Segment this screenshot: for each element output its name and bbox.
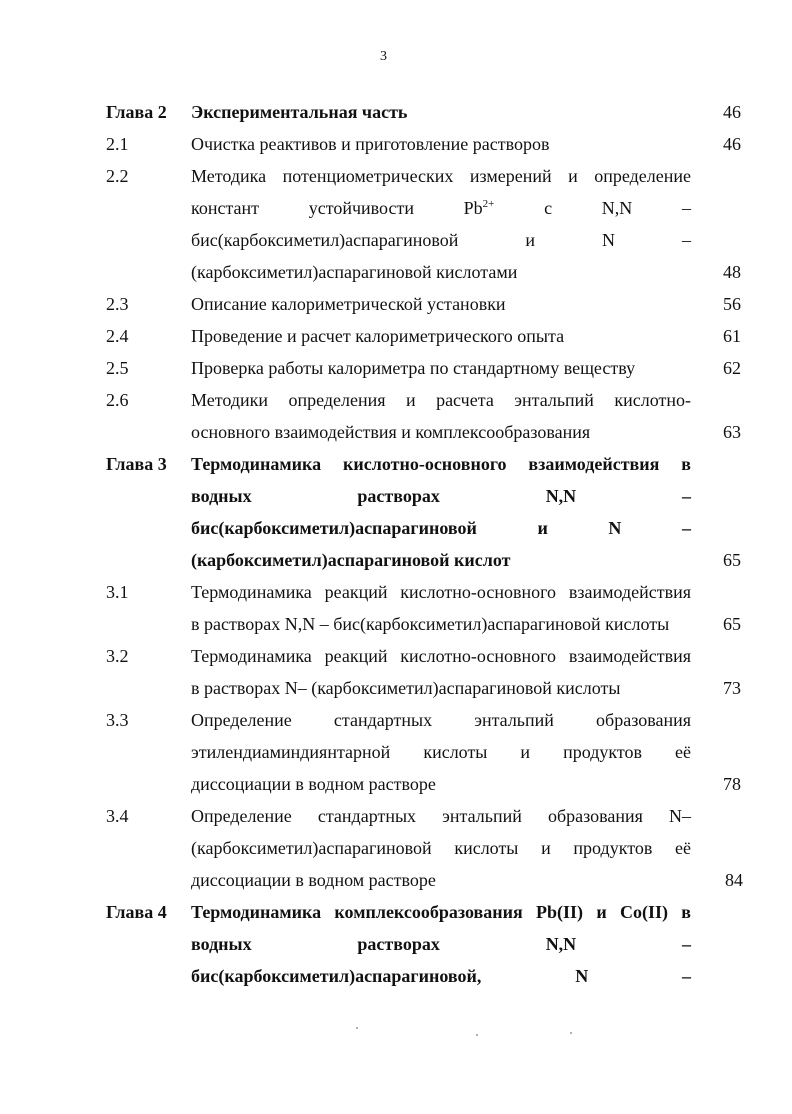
toc-page-number: 65 <box>723 614 741 634</box>
toc-title-line: Термодинамика комплексообразования Pb(II) и Co(II) в <box>191 902 691 922</box>
toc-title <box>191 96 691 128</box>
formula-pb <box>464 192 495 224</box>
section-number: 2.5 <box>106 358 129 378</box>
toc-title <box>191 288 691 320</box>
title-word: – <box>681 198 691 218</box>
toc-page-number: 56 <box>723 294 741 314</box>
section-number: 2.4 <box>106 326 129 346</box>
toc-title-line <box>191 480 691 512</box>
section-number: 2.1 <box>106 134 129 154</box>
section-number: 3.1 <box>106 582 129 602</box>
title-word: N,N <box>545 486 577 506</box>
title-word: – <box>682 486 691 506</box>
toc-page-number: 65 <box>723 550 741 570</box>
title-word: – <box>682 966 691 986</box>
toc-title-line: Методика потенциометрических измерений и определение <box>191 166 691 186</box>
toc-title-line: в растворах N,N – бис(карбоксиметил)аспарагиновой кислоты <box>191 614 670 634</box>
section-number: 2.6 <box>106 390 129 410</box>
page-number: 3 <box>380 49 387 64</box>
toc-page-number: 84 <box>725 870 743 890</box>
chapter-label: Глава 4 <box>106 902 167 922</box>
toc-title-line: Термодинамика кислотно-основного взаимодействия в <box>191 454 691 474</box>
title-word: – <box>681 518 691 538</box>
title-word: бис(карбоксиметил)аспарагиновой <box>191 230 459 250</box>
toc-title <box>191 160 691 288</box>
scan-speck <box>476 1034 478 1036</box>
title-word: растворах <box>357 934 440 954</box>
toc-title-line: Термодинамика реакций кислотно-основного взаимодействия <box>191 646 691 666</box>
title-word: водных <box>191 934 252 954</box>
charge-superscript: 2+ <box>482 198 495 210</box>
toc-title <box>191 128 691 160</box>
toc-title <box>191 800 691 896</box>
toc-title-line: Методики определения и расчета энтальпий кислотно- <box>191 390 691 410</box>
toc-title-line: в растворах N– (карбоксиметил)аспарагиновой кислоты <box>191 678 621 698</box>
toc-page-number: 62 <box>723 358 741 378</box>
toc-page-number: 78 <box>723 774 741 794</box>
toc-title <box>191 576 691 640</box>
section-number: 2.3 <box>106 294 129 314</box>
section-number: 3.2 <box>106 646 129 666</box>
chapter-label: Глава 2 <box>106 102 167 122</box>
title-word: устойчивости <box>308 198 414 218</box>
title-word: и <box>525 230 536 250</box>
toc-title-line: Описание калориметрической установки <box>191 294 506 314</box>
toc-title-line: (карбоксиметил)аспарагиновой кислот <box>191 550 511 570</box>
toc-title-line: Определение стандартных энтальпий образования <box>191 710 691 730</box>
toc-title-line: Экспериментальная часть <box>191 102 408 122</box>
title-word: с <box>544 198 553 218</box>
toc-title-line <box>191 928 691 960</box>
toc-title <box>191 448 691 576</box>
toc-title-line <box>191 960 691 992</box>
toc-title-line: (карбоксиметил)аспарагиновой кислоты и продуктов её <box>191 838 691 858</box>
title-word: N <box>608 518 622 538</box>
title-word: N,N <box>545 934 577 954</box>
title-word: и <box>537 518 548 538</box>
toc-title-line: Проверка работы калориметра по стандартному веществу <box>191 358 636 378</box>
toc-title-line: Очистка реактивов и приготовление растворов <box>191 134 550 154</box>
title-word: N <box>575 966 589 986</box>
toc-page-number: 46 <box>723 102 741 122</box>
title-word: бис(карбоксиметил)аспарагиновой <box>191 518 477 538</box>
scan-speck <box>356 1027 358 1029</box>
toc-page-number: 63 <box>723 422 741 442</box>
toc-title-line: диссоциации в водном растворе <box>191 870 436 890</box>
toc-title-line <box>191 192 691 224</box>
toc-page-number: 61 <box>723 326 741 346</box>
toc-title-line: (карбоксиметил)аспарагиновой кислотами <box>191 262 518 282</box>
toc-page-number: 46 <box>723 134 741 154</box>
chapter-label: Глава 3 <box>106 454 167 474</box>
title-word: N <box>602 230 615 250</box>
toc-title <box>191 352 691 384</box>
title-word: констант <box>191 198 260 218</box>
toc-title <box>191 704 691 800</box>
toc-title-line: Термодинамика реакций кислотно-основного взаимодействия <box>191 582 691 602</box>
toc-title-line <box>191 512 691 544</box>
toc-title-line: основного взаимодействия и комплексообразования <box>191 422 591 442</box>
toc-title <box>191 384 691 448</box>
toc-title-line: Определение стандартных энтальпий образования N– <box>191 806 691 826</box>
section-number: 3.4 <box>106 806 129 826</box>
toc-title <box>191 896 691 992</box>
title-word: – <box>682 934 691 954</box>
section-number: 2.2 <box>106 166 129 186</box>
title-word: бис(карбоксиметил)аспарагиновой, <box>191 966 482 986</box>
title-word: N,N <box>601 198 633 218</box>
toc-page-number: 48 <box>723 262 741 282</box>
title-word: водных <box>191 486 252 506</box>
section-number: 3.3 <box>106 710 129 730</box>
toc-page-number: 73 <box>723 678 741 698</box>
scan-speck <box>570 1032 572 1034</box>
title-word: Pb <box>463 198 483 218</box>
toc-title <box>191 640 691 704</box>
toc-title-line: этилендиаминдиянтарной кислоты и продуктов её <box>191 742 691 762</box>
toc-title-line <box>191 224 691 256</box>
toc-title <box>191 320 691 352</box>
title-word: – <box>681 230 691 250</box>
toc-title-line: диссоциации в водном растворе <box>191 774 436 794</box>
toc-title-line: Проведение и расчет калориметрического опыта <box>191 326 565 346</box>
title-word: растворах <box>357 486 440 506</box>
